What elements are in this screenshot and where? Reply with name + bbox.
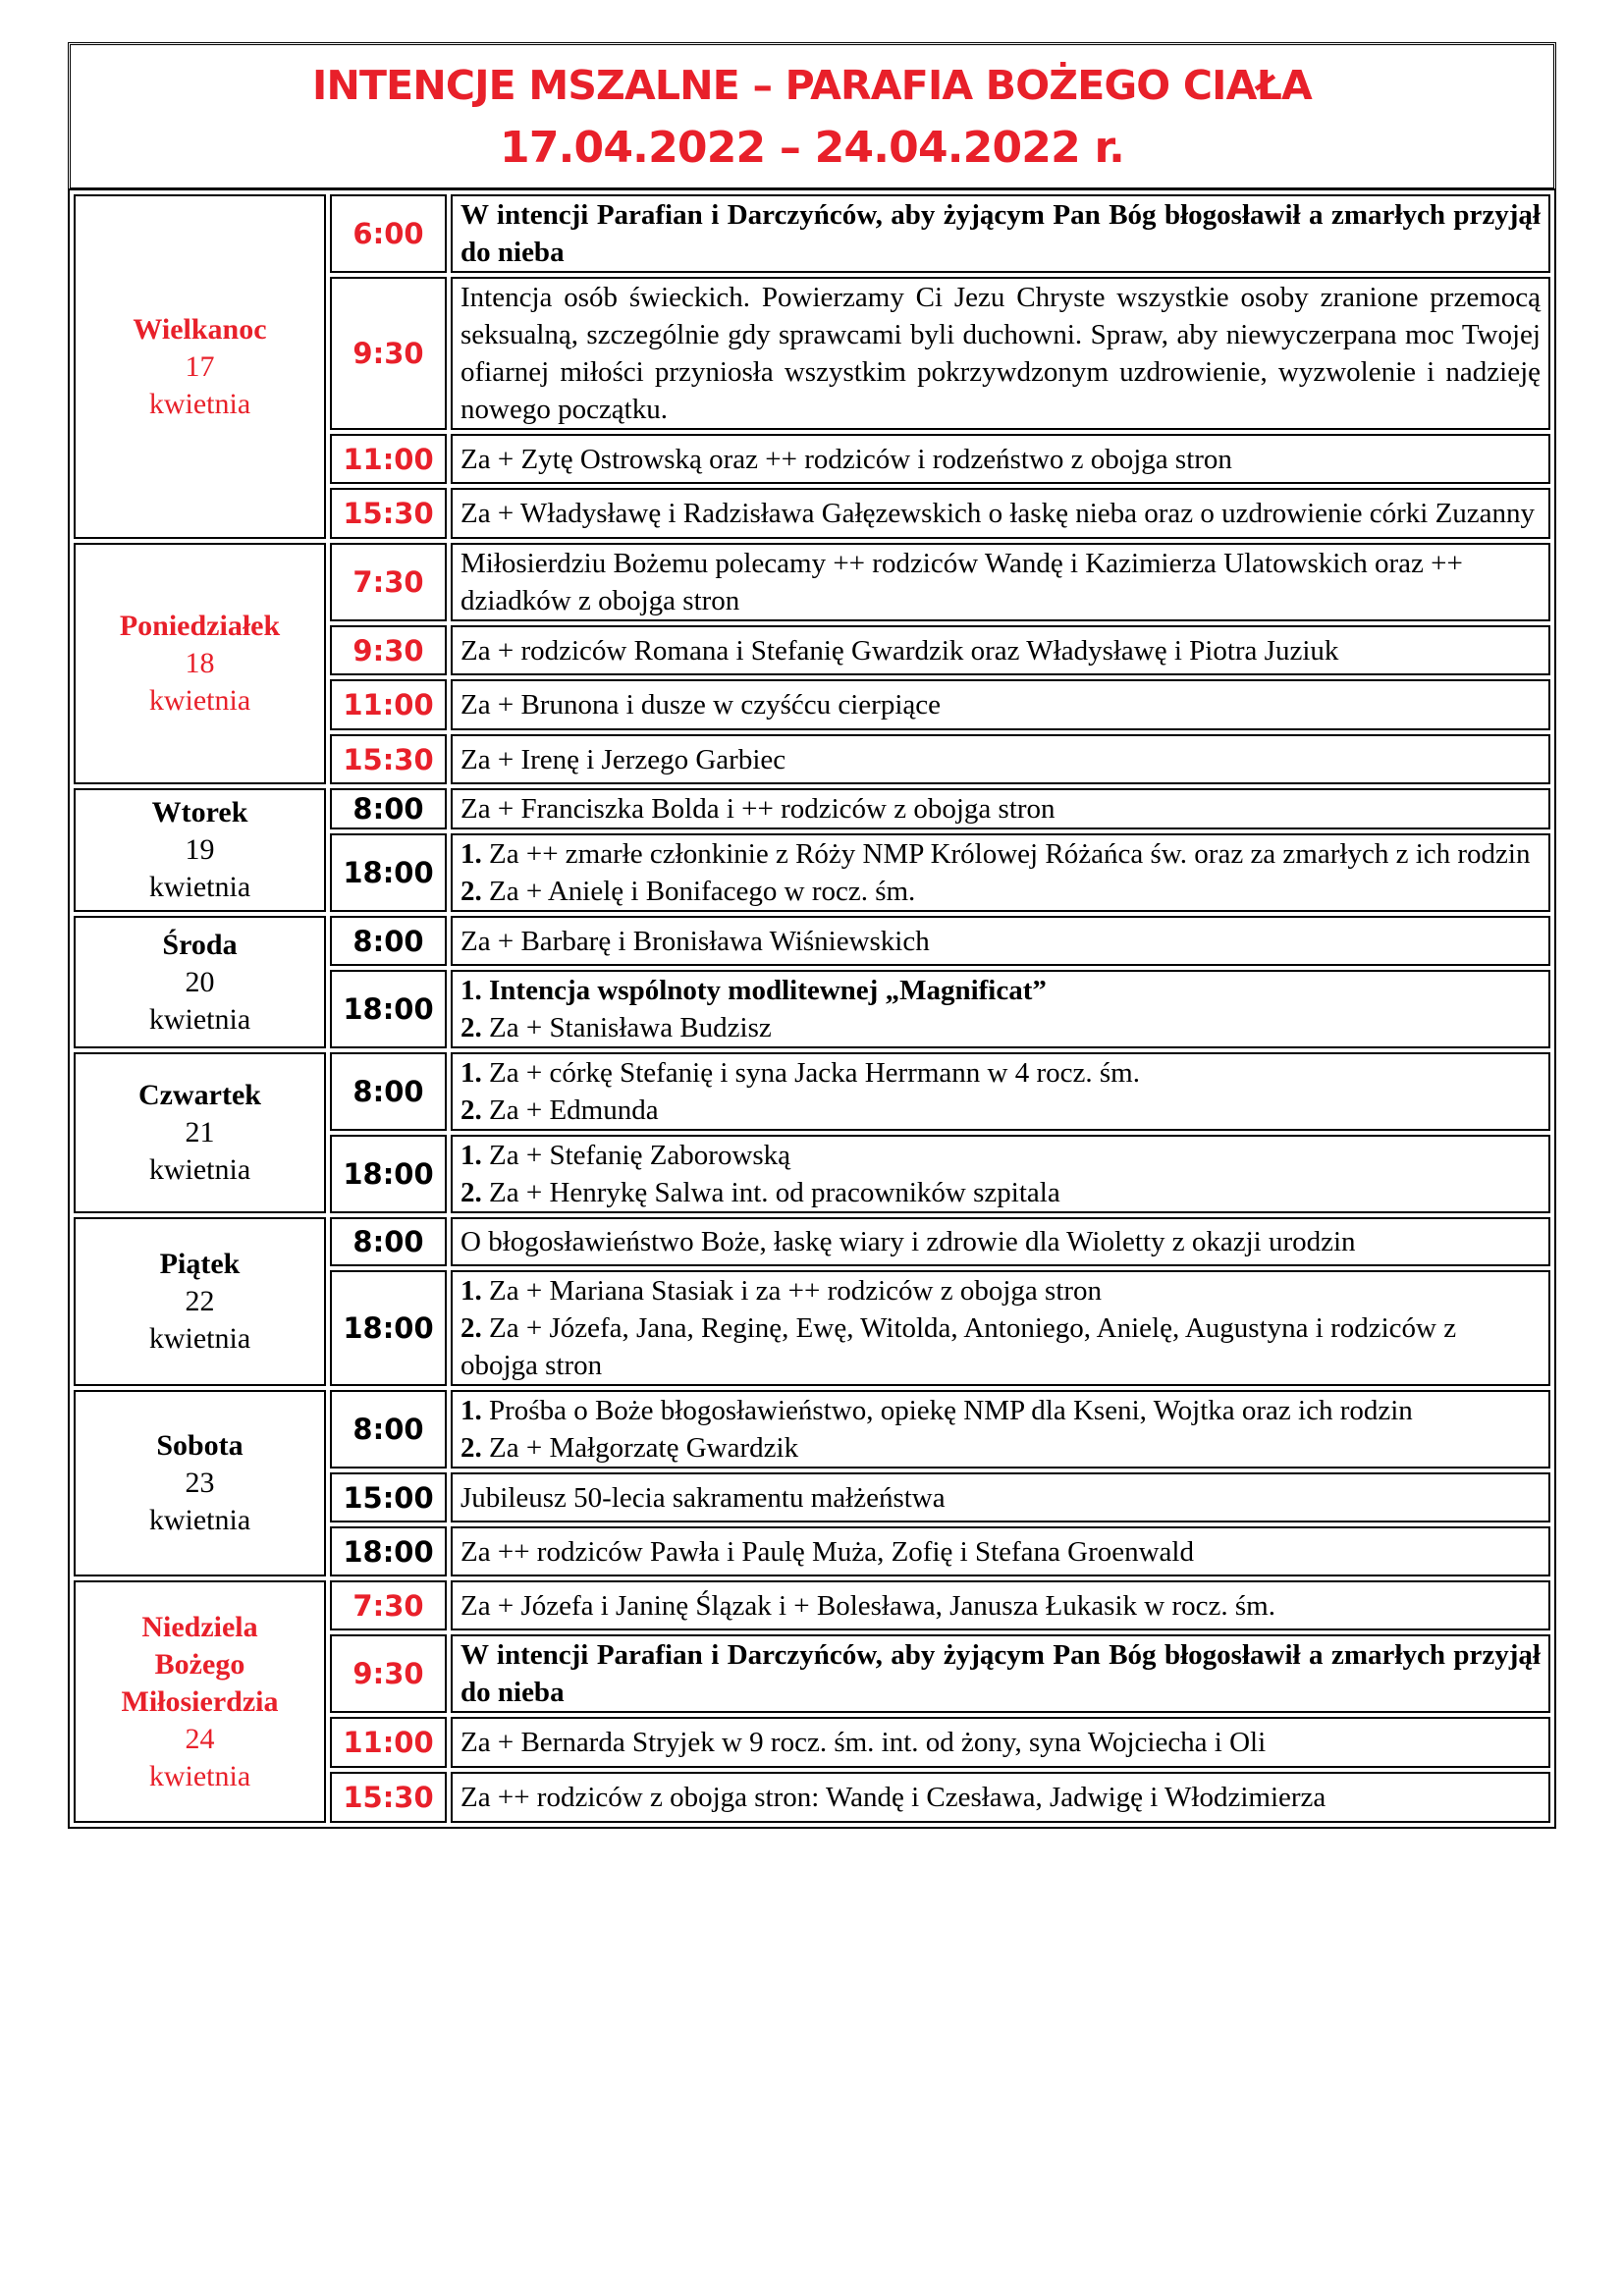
- item-number: 2.: [460, 1312, 482, 1344]
- table-row: [74, 1217, 1550, 1266]
- intention-text: Za + Małgorzatę Gwardzik: [481, 1432, 799, 1464]
- intention-line: [460, 1009, 1541, 1046]
- day-cell: [74, 788, 326, 912]
- day-number: 24: [185, 1722, 215, 1755]
- mass-intention: [451, 1217, 1550, 1266]
- intention-text: Jubileusz 50-lecia sakramentu małżeństwa: [460, 1481, 946, 1514]
- item-number: 1.: [460, 975, 482, 1006]
- day-cell: [74, 1580, 326, 1823]
- intention-text: Za + Brunona i dusze w czyśćcu cierpiące: [460, 689, 941, 721]
- intention-line: [460, 441, 1541, 478]
- intention-line: [460, 1479, 1541, 1517]
- day-month: kwietnia: [148, 1759, 251, 1792]
- day-month: kwietnia: [148, 1002, 251, 1036]
- intention-line: [460, 1636, 1541, 1711]
- table-row: [74, 916, 1550, 966]
- day-number: 18: [185, 647, 215, 679]
- table-row: [74, 788, 1550, 829]
- mass-intention: [451, 1135, 1550, 1213]
- mass-intention: [451, 1052, 1550, 1131]
- mass-time: 15:30: [330, 488, 447, 539]
- mass-time: 11:00: [330, 1717, 447, 1768]
- day-month: kwietnia: [148, 1504, 251, 1536]
- day-month: kwietnia: [148, 1153, 251, 1186]
- day-month: kwietnia: [148, 871, 251, 903]
- mass-time: 11:00: [330, 679, 447, 730]
- date-range: 17.04.2022 – 24.04.2022 r.: [500, 123, 1124, 173]
- item-number: 2.: [460, 1095, 482, 1126]
- item-number: 1.: [460, 1395, 482, 1426]
- table-row: [74, 1390, 1550, 1468]
- mass-intention: [451, 1526, 1550, 1576]
- intention-line: [460, 923, 1541, 960]
- intention-line: [460, 790, 1541, 828]
- day-number: 21: [185, 1116, 215, 1148]
- intention-text: Za + Józefa, Jana, Reginę, Ewę, Witolda, Antoniego, Anielę, Augustyna i rodziców z obojga stron: [460, 1312, 1457, 1381]
- intention-line: [460, 1724, 1541, 1761]
- mass-time: 9:30: [330, 1634, 447, 1713]
- day-number: 20: [185, 965, 215, 998]
- intention-text: W intencji Parafian i Darczyńców, aby żyjącym Pan Bóg błogosławił a zmarłych przyjął do nieba: [460, 1639, 1541, 1708]
- day-number: 22: [185, 1285, 215, 1317]
- intention-line: [460, 1309, 1541, 1384]
- mass-time: 9:30: [330, 277, 447, 430]
- intention-text: Za + Mariana Stasiak i za ++ rodziców z obojga stron: [481, 1275, 1103, 1307]
- intention-text: O błogosławieństwo Boże, łaskę wiary i zdrowie dla Wioletty z okazji urodzin: [460, 1226, 1356, 1257]
- mass-intention: [451, 1390, 1550, 1468]
- day-name: Czwartek: [138, 1079, 261, 1111]
- day-name: Niedziela Bożego Miłosierdzia: [121, 1610, 279, 1718]
- day-month: kwietnia: [148, 387, 251, 420]
- day-name: Wielkanoc: [133, 312, 267, 346]
- intention-line: [460, 545, 1541, 619]
- mass-intention: [451, 1472, 1550, 1522]
- day-cell: [74, 1052, 326, 1213]
- intention-line: [460, 835, 1541, 873]
- intention-line: [460, 632, 1541, 669]
- mass-intention: [451, 1634, 1550, 1713]
- intention-line: [460, 1587, 1541, 1625]
- item-number: 2.: [460, 1432, 482, 1464]
- intention-text: Intencja wspólnoty modlitewnej „Magnificat”: [481, 975, 1047, 1006]
- day-number: 17: [185, 349, 215, 383]
- intention-text: W intencji Parafian i Darczyńców, aby żyjącym Pan Bóg błogosławił a zmarłych przyjął do nieba: [460, 199, 1541, 268]
- day-name: Piątek: [159, 1248, 241, 1280]
- intention-text: Za + Stanisława Budzisz: [481, 1012, 772, 1043]
- day-name: Sobota: [156, 1429, 244, 1462]
- title-box: [68, 42, 1556, 190]
- intention-text: Intencja osób świeckich. Powierzamy Ci Jezu Chryste wszystkie osoby zranione przemocą seksualną, szczególnie gdy sprawcami byli duchowni. Spraw, aby niewyczerpana moc Twojej ofiarnej miłości przyniosła wszystkim pokrzywdzonym uzdrowienie, wyzwolenie i nadzieję nowego początku.: [460, 282, 1541, 425]
- item-number: 2.: [460, 1177, 482, 1208]
- intention-line: [460, 873, 1541, 910]
- mass-intention: [451, 1270, 1550, 1386]
- intention-text: Za + Stefanię Zaborowską: [481, 1140, 791, 1171]
- day-cell: [74, 916, 326, 1048]
- mass-intention: [451, 488, 1550, 539]
- day-month: kwietnia: [148, 1322, 251, 1355]
- table-row: [74, 543, 1550, 621]
- mass-time: 18:00: [330, 833, 447, 912]
- item-number: 2.: [460, 876, 482, 907]
- mass-intention: [451, 916, 1550, 966]
- intention-line: [460, 1779, 1541, 1816]
- mass-time: 8:00: [330, 788, 447, 829]
- intention-text: Za + rodziców Romana i Stefanię Gwardzik oraz Władysławę i Piotra Juziuk: [460, 634, 1339, 667]
- intention-text: Prośba o Boże błogosławieństwo, opiekę NMP dla Kseni, Wojtka oraz ich rodzin: [481, 1395, 1413, 1426]
- item-number: 1.: [460, 1057, 482, 1089]
- day-name: Poniedziałek: [119, 610, 281, 642]
- mass-time: 6:00: [330, 194, 447, 273]
- day-cell: [74, 1217, 326, 1386]
- mass-intention: [451, 1580, 1550, 1630]
- mass-intentions-table: [68, 188, 1556, 1829]
- mass-time: 9:30: [330, 625, 447, 675]
- day-number: 23: [185, 1467, 215, 1499]
- intention-line: [460, 495, 1541, 532]
- intention-text: Za + Franciszka Bolda i ++ rodziców z obojga stron: [460, 793, 1056, 825]
- mass-intention: [451, 277, 1550, 430]
- table-row: [74, 1580, 1550, 1630]
- mass-time: 8:00: [330, 1390, 447, 1468]
- item-number: 1.: [460, 1275, 482, 1307]
- document-page: [68, 42, 1556, 1829]
- intention-text: Za + Józefa i Janinę Ślązak i + Bolesława, Janusza Łukasik w rocz. śm.: [460, 1589, 1275, 1622]
- intention-line: [460, 279, 1541, 428]
- mass-intention: [451, 734, 1550, 784]
- table-row: [74, 194, 1550, 273]
- mass-intention: [451, 625, 1550, 675]
- mass-time: 15:00: [330, 1472, 447, 1522]
- intention-line: [460, 1223, 1541, 1260]
- intention-line: [460, 972, 1541, 1009]
- mass-time: 18:00: [330, 1270, 447, 1386]
- mass-intention: [451, 970, 1550, 1048]
- mass-intention: [451, 1772, 1550, 1823]
- mass-time: 8:00: [330, 1217, 447, 1266]
- intention-line: [460, 1092, 1541, 1129]
- day-cell: [74, 194, 326, 539]
- intention-line: [460, 196, 1541, 271]
- intention-line: [460, 1054, 1541, 1092]
- mass-time: 7:30: [330, 543, 447, 621]
- intention-text: Za ++ zmarłe członkinie z Róży NMP Królowej Różańca św. oraz za zmarłych z ich rodzin: [481, 838, 1531, 870]
- mass-time: 7:30: [330, 1580, 447, 1630]
- intention-text: Miłosierdziu Bożemu polecamy ++ rodziców Wandę i Kazimierza Ulatowskich oraz ++ dziadków z obojga stron: [460, 548, 1463, 616]
- intention-text: Za + Władysławę i Radzisława Gałęzewskich o łaskę nieba oraz o uzdrowienie córki Zuzanny: [460, 498, 1536, 529]
- intention-line: [460, 1137, 1541, 1174]
- intention-line: [460, 741, 1541, 778]
- mass-time: 15:30: [330, 1772, 447, 1823]
- table-row: [74, 1052, 1550, 1131]
- mass-intention: [451, 679, 1550, 730]
- intention-text: Za ++ rodziców z obojga stron: Wandę i Czesława, Jadwigę i Włodzimierza: [460, 1782, 1326, 1813]
- mass-intention: [451, 833, 1550, 912]
- mass-time: 18:00: [330, 1526, 447, 1576]
- mass-time: 8:00: [330, 1052, 447, 1131]
- mass-intention: [451, 1717, 1550, 1768]
- day-name: Wtorek: [151, 796, 248, 828]
- mass-intention: [451, 434, 1550, 484]
- intention-text: Za + Irenę i Jerzego Garbiec: [460, 743, 786, 775]
- intention-line: [460, 686, 1541, 723]
- mass-time: 11:00: [330, 434, 447, 484]
- intention-text: Za + Edmunda: [481, 1095, 659, 1126]
- day-cell: [74, 543, 326, 784]
- mass-intention: [451, 543, 1550, 621]
- intention-text: Za + Anielę i Bonifacego w rocz. śm.: [481, 876, 916, 907]
- intention-text: Za + córkę Stefanię i syna Jacka Herrmann w 4 rocz. śm.: [481, 1057, 1140, 1089]
- day-number: 19: [185, 833, 215, 866]
- mass-time: 8:00: [330, 916, 447, 966]
- day-cell: [74, 1390, 326, 1576]
- day-month: kwietnia: [148, 684, 251, 717]
- intention-line: [460, 1272, 1541, 1309]
- intention-line: [460, 1429, 1541, 1467]
- intention-line: [460, 1392, 1541, 1429]
- item-number: 2.: [460, 1012, 482, 1043]
- intention-line: [460, 1174, 1541, 1211]
- intention-text: Za + Zytę Ostrowską oraz ++ rodziców i rodzeństwo z obojga stron: [460, 443, 1232, 475]
- intention-line: [460, 1533, 1541, 1571]
- intention-text: Za ++ rodziców Pawła i Paulę Muża, Zofię i Stefana Groenwald: [460, 1535, 1194, 1568]
- intention-text: Za + Bernarda Stryjek w 9 rocz. śm. int. od żony, syna Wojciecha i Oli: [460, 1727, 1267, 1758]
- mass-intention: [451, 788, 1550, 829]
- item-number: 1.: [460, 838, 482, 870]
- mass-intention: [451, 194, 1550, 273]
- item-number: 1.: [460, 1140, 482, 1171]
- mass-time: 18:00: [330, 970, 447, 1048]
- page-title: INTENCJE MSZALNE – PARAFIA BOŻEGO CIAŁA: [312, 62, 1312, 109]
- day-name: Środa: [162, 928, 238, 961]
- mass-time: 15:30: [330, 734, 447, 784]
- intention-text: Za + Barbarę i Bronisława Wiśniewskich: [460, 925, 930, 957]
- intention-text: Za + Henrykę Salwa int. od pracowników szpitala: [481, 1177, 1060, 1208]
- mass-time: 18:00: [330, 1135, 447, 1213]
